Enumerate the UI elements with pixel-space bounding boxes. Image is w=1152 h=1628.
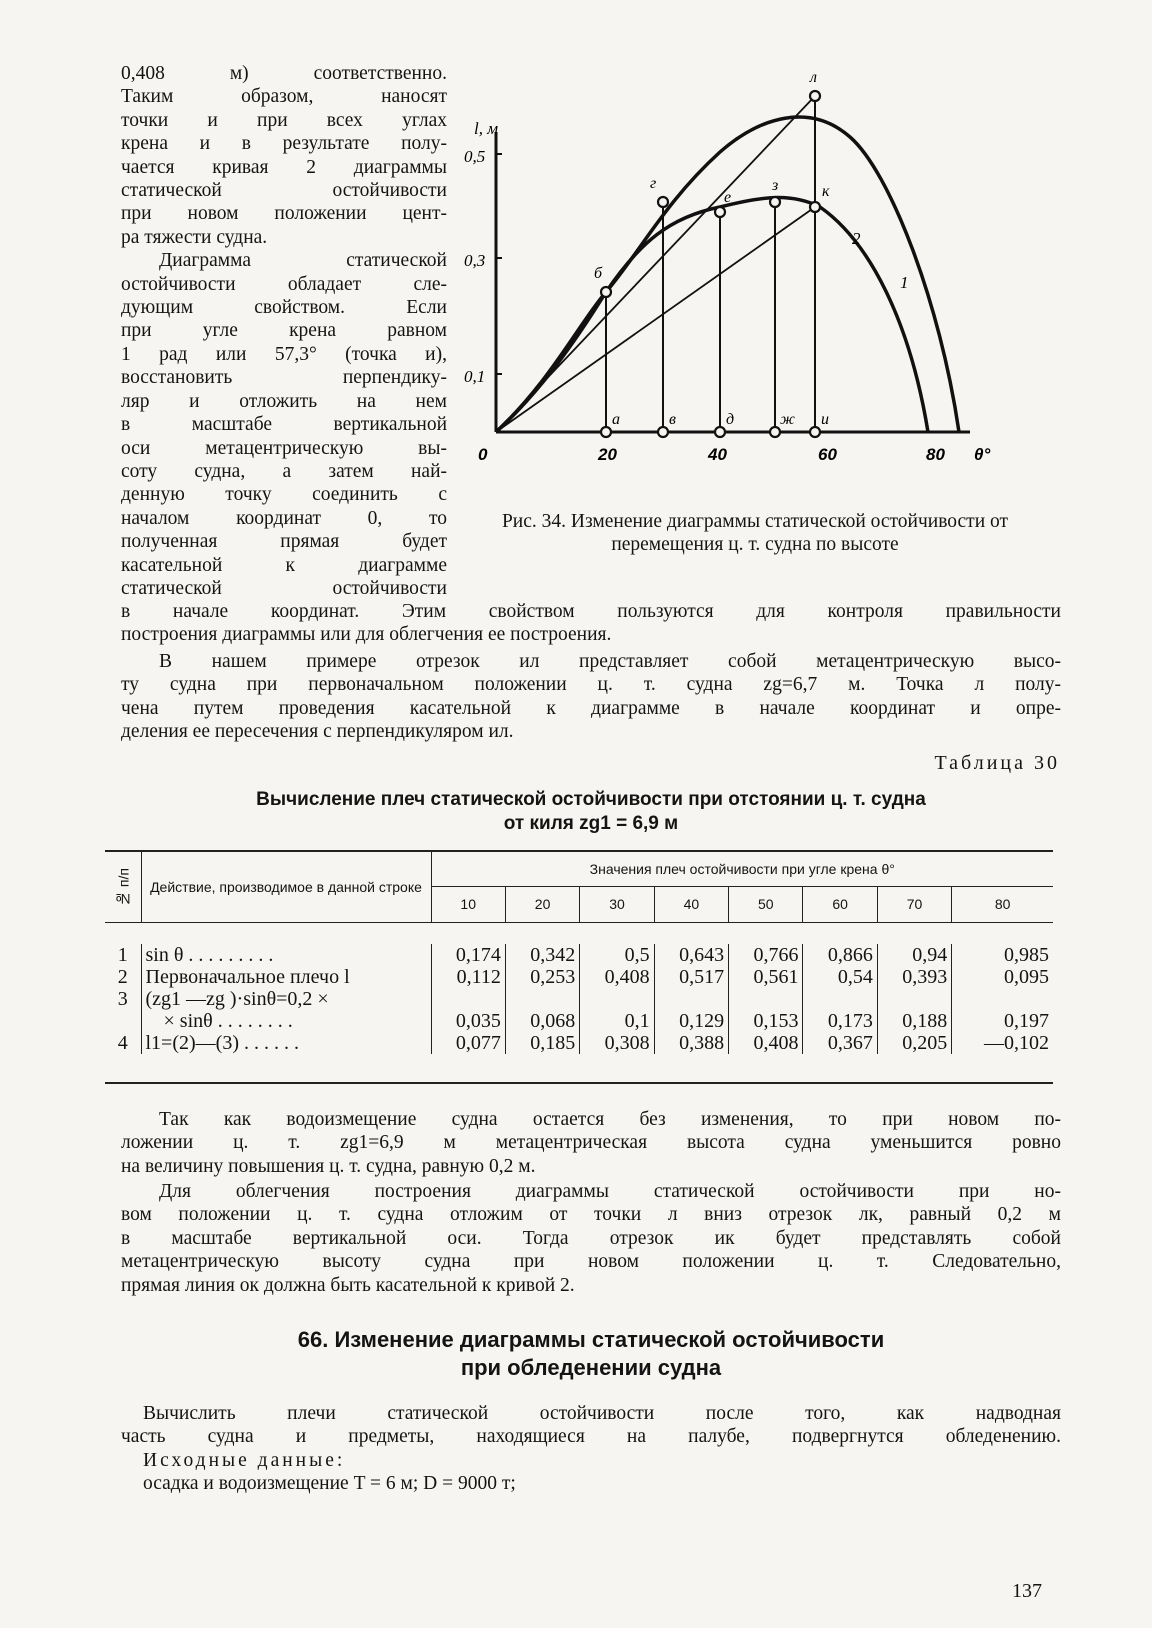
paragraph-example [121, 650, 1061, 744]
point-label: д [726, 411, 735, 428]
text-line: полученная прямая будет [121, 531, 447, 553]
text-line: началом координат 0, то [121, 507, 447, 529]
text-line: на величину повышения ц. т. судна, равную 0,2 м. [121, 1155, 536, 1177]
row-number [105, 1010, 141, 1032]
curve-label: 1 [900, 273, 909, 292]
row-number: 2 [117, 966, 128, 988]
row-value [654, 988, 728, 1010]
point-a [601, 427, 611, 437]
row-value: 0,308 [580, 1032, 654, 1054]
row-action: sin θ . . . . . . . . . [141, 944, 431, 966]
row-value: 0,112 [431, 966, 505, 988]
table-header-values: Значения плеч остойчивости при угле крена θ° [431, 852, 1053, 887]
table-title-line: Вычисление плеч статической остойчивости при отстоянии ц. т. судна [256, 789, 926, 810]
text-line: статической остойчивости [121, 180, 447, 202]
text-line: денную точку соединить с [121, 484, 447, 506]
row-value: 0,393 [877, 966, 951, 988]
paragraph-construction [121, 1180, 1061, 1297]
row-value: 0,153 [729, 1010, 803, 1032]
row-value: 0,561 [729, 966, 803, 988]
text-line: чена путем проведения касательной к диаграмме в начале координат и опре- [121, 697, 1061, 719]
page-number: 137 [1012, 1580, 1042, 1602]
table-header-angle: 20 [505, 887, 579, 922]
point-label: ж [780, 411, 795, 428]
point-k [810, 202, 820, 212]
text-line: при новом положении цент- [121, 203, 447, 225]
row-action: (zg1 —zg )·sinθ=0,2 × [141, 988, 431, 1010]
table-header-angle: 30 [580, 887, 654, 922]
point-label: л [810, 69, 817, 86]
row-value: 0,253 [505, 966, 579, 988]
section-heading-line: при обледенении судна [460, 1355, 722, 1380]
table-number: Таблица 30 [934, 752, 1060, 774]
x-tick-label: θ° [974, 445, 991, 464]
section-heading-line: 66. Изменение диаграммы статической остойчивости [297, 1327, 885, 1352]
text-line: оси метацентрическую вы- [121, 437, 447, 459]
text-line: при угле крена равном [121, 320, 447, 342]
text-line: 1 рад или 57,3° (точка и), [121, 343, 447, 365]
text-line: ложении ц. т. zg1=6,9 м метацентрическая высота судна уменьшится ровно [121, 1132, 1061, 1154]
text-line: вом положении ц. т. судна отложим от точки л вниз отрезок лк, равный 0,2 м [121, 1204, 1061, 1226]
point-label: к [822, 183, 830, 200]
table-bottom-rule [105, 1082, 1053, 1084]
x-tick-label: 80 [926, 445, 945, 464]
table-row [105, 1010, 1053, 1032]
text-line: ту судна при первоначальном положении ц. т. судна zg=6,7 м. Точка л полу- [121, 674, 1061, 696]
point-d [715, 427, 725, 437]
left-column-text [121, 62, 447, 600]
stability-diagram-figure [464, 62, 1070, 502]
row-value: 0,129 [654, 1010, 728, 1032]
text-line: касательной к диаграмме [121, 554, 447, 576]
point-g [658, 197, 668, 207]
text-line: в масштабе вертикальной [121, 414, 447, 436]
text-line: крена и в результате полу- [121, 133, 447, 155]
text-line: прямая линия ок должна быть касательной к кривой 2. [121, 1274, 575, 1296]
point-z [770, 197, 780, 207]
table-header-angle: 60 [803, 887, 877, 922]
curve-label: 2 [852, 229, 861, 248]
row-value: 0,54 [803, 966, 877, 988]
row-value: 0,5 [580, 944, 654, 966]
row-value [877, 988, 951, 1010]
point-b [601, 287, 611, 297]
point-label: и [821, 411, 829, 428]
text-line: Диаграмма статической [159, 250, 447, 272]
row-value: 0,643 [654, 944, 728, 966]
row-action: × sinθ . . . . . . . . [141, 1010, 431, 1032]
text-line: Вычислить плечи статической остойчивости после того, как надводная [143, 1403, 1061, 1424]
y-tick-label: 0,5 [464, 147, 486, 166]
row-value: 0,197 [952, 1010, 1053, 1032]
text-line: Таким образом, наносят [121, 86, 447, 108]
point-i [810, 427, 820, 437]
row-number: 3 [117, 988, 128, 1010]
row-number: 1 [117, 944, 128, 966]
text-line: остойчивости обладает сле- [121, 273, 447, 295]
tangent-line-ok [496, 207, 815, 432]
text-line: в масштабе вертикальной оси. Тогда отрезок ик будет представлять собой [121, 1227, 1061, 1249]
row-value: 0,985 [952, 944, 1053, 966]
row-value: 0,174 [431, 944, 505, 966]
table-header-row [105, 852, 1053, 887]
section-heading [121, 1326, 1061, 1382]
text-line: В нашем примере отрезок ил представляет собой метацентрическую высо- [159, 651, 1061, 672]
row-value [729, 988, 803, 1010]
row-number: 4 [117, 1032, 128, 1054]
row-value: 0,095 [952, 966, 1053, 988]
table-row [105, 1032, 1053, 1054]
table-header-angle: 10 [431, 887, 505, 922]
table-header-number: № п/п [105, 852, 141, 922]
figure-caption: Рис. 34. Изменение диаграммы статической остойчивости от перемещения ц. т. судна по высоте [501, 511, 1009, 555]
table-header-angle: 70 [877, 887, 951, 922]
y-axis-label: l, м [474, 119, 499, 138]
row-value [431, 988, 505, 1010]
text-line: построения диаграммы или для облегчения ее построения. [121, 624, 612, 646]
row-value: 0,367 [803, 1032, 877, 1054]
row-action: Первоначальное плечо l [141, 966, 431, 988]
point-v [658, 427, 668, 437]
row-value: 0,188 [877, 1010, 951, 1032]
table-row [105, 988, 1053, 1010]
row-value: 0,035 [431, 1010, 505, 1032]
row-value [952, 988, 1053, 1010]
row-value: —0,102 [952, 1032, 1053, 1054]
row-value: 0,766 [729, 944, 803, 966]
row-value: 0,866 [803, 944, 877, 966]
row-value [803, 988, 877, 1010]
x-tick-label: 60 [818, 445, 837, 464]
table-header-angle: 40 [654, 887, 728, 922]
row-value: 0,1 [580, 1010, 654, 1032]
x-tick-label: 40 [708, 445, 727, 464]
text-line: в начале координат. Этим свойством пользуются для контроля правильности [121, 601, 1061, 622]
row-value: 0,205 [877, 1032, 951, 1054]
table-title-line: от киля zg1 = 6,9 м [503, 813, 679, 834]
point-e [715, 207, 725, 217]
y-tick-label: 0,3 [464, 251, 486, 270]
point-label: а [612, 411, 620, 428]
point-label: з [772, 177, 779, 194]
row-value: 0,408 [580, 966, 654, 988]
stability-diagram-svg [464, 62, 1070, 502]
text-line: восстановить перпендику- [121, 367, 447, 389]
stability-table [105, 852, 1053, 1054]
text-line: статической остойчивости [121, 577, 447, 599]
row-value: 0,173 [803, 1010, 877, 1032]
point-label: г [650, 175, 657, 192]
paragraph-displacement [121, 1108, 1061, 1178]
table-header-action: Действие, производимое в данной строке [141, 852, 431, 922]
text-line: часть судна и предметы, находящиеся на палубе, подвергнутся обледенению. [121, 1426, 1061, 1448]
table-header-angle: 80 [952, 887, 1053, 922]
text-line: 0,408 м) соответственно. [121, 63, 447, 84]
curve-1 [496, 117, 959, 432]
row-value: 0,342 [505, 944, 579, 966]
point-zh [770, 427, 780, 437]
point-label: б [594, 265, 603, 282]
text-line: ра тяжести судна. [121, 226, 268, 248]
text-line: метацентрическую высоту судна при новом положении ц. т. Следовательно, [121, 1251, 1061, 1273]
row-value [505, 988, 579, 1010]
table-title [121, 788, 1061, 836]
table-row [105, 944, 1053, 966]
row-value: 0,94 [877, 944, 951, 966]
point-label: е [724, 189, 732, 206]
curve-2 [496, 198, 928, 432]
table-header-angle: 50 [729, 887, 803, 922]
point-label: в [669, 411, 676, 428]
x-tick-label: 0 [478, 445, 488, 464]
x-tick-label: 20 [598, 445, 617, 464]
point-l [810, 91, 820, 101]
text-line: деления ее пересечения с перпендикуляром ил. [121, 721, 514, 743]
table-row [105, 966, 1053, 988]
paragraph-task [121, 1402, 1061, 1496]
text-line: чается кривая 2 диаграммы [121, 156, 447, 178]
y-tick-label: 0,1 [464, 367, 486, 386]
text-line: ляр и отложить на нем [121, 390, 447, 412]
text-line: Для облегчения построения диаграммы статической остойчивости при но- [159, 1181, 1061, 1202]
text-line: Так как водоизмещение судна остается без изменения, то при новом по- [159, 1109, 1061, 1130]
row-value: 0,077 [431, 1032, 505, 1054]
row-value [580, 988, 654, 1010]
text-line: точки и при всех углах [121, 109, 447, 131]
row-value: 0,185 [505, 1032, 579, 1054]
paragraph-after-figure [121, 600, 1061, 647]
text-line: дующим свойством. Если [121, 297, 447, 319]
row-action: l1=(2)—(3) . . . . . . [141, 1032, 431, 1054]
initial-data-label: Исходные данные: [143, 1449, 346, 1471]
tangent-line-ol [496, 96, 815, 432]
text-line: соту судна, а затем най- [121, 460, 447, 482]
row-value: 0,068 [505, 1010, 579, 1032]
row-value: 0,388 [654, 1032, 728, 1054]
row-value: 0,408 [729, 1032, 803, 1054]
row-value: 0,517 [654, 966, 728, 988]
initial-data-line: осадка и водоизмещение T = 6 м; D = 9000 т; [143, 1473, 516, 1495]
